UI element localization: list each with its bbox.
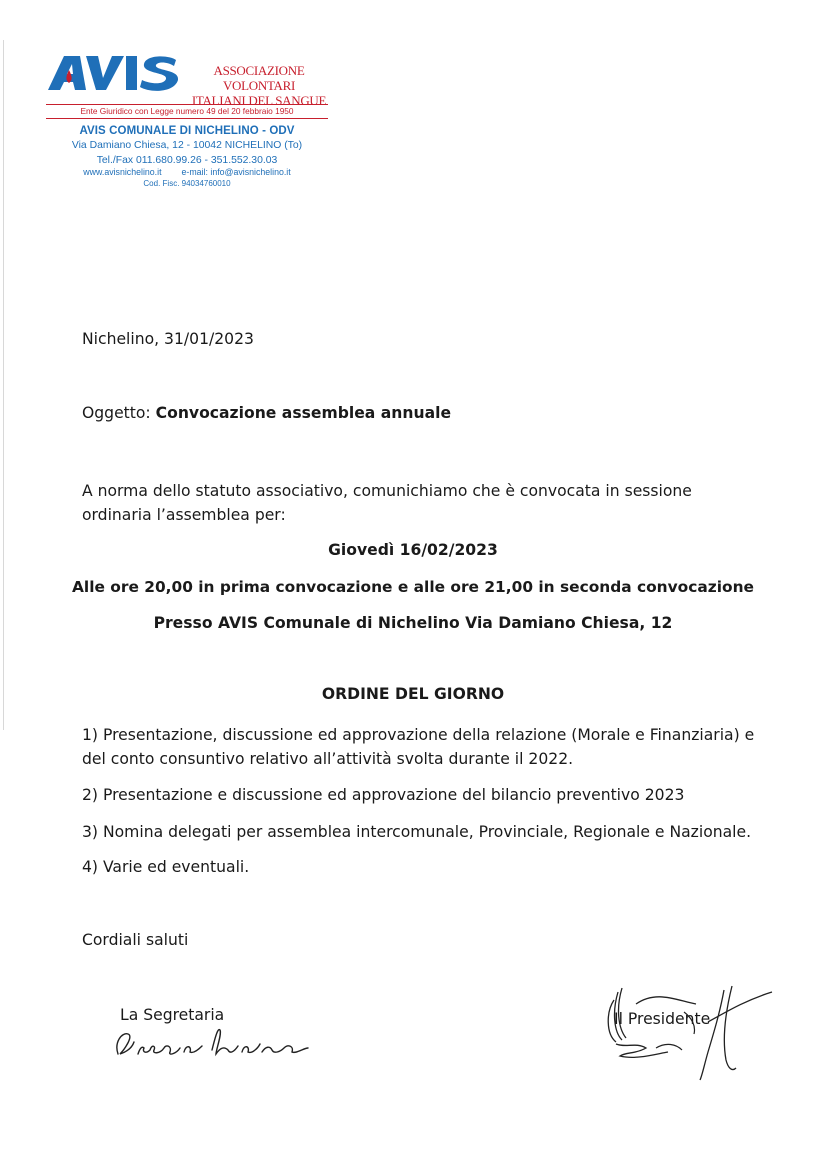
agenda-item: 4) Varie ed eventuali. <box>82 858 250 876</box>
secretary-label: La Segretaria <box>120 1006 225 1024</box>
agenda-item: 3) Nomina delegati per assemblea intercomunale, Provinciale, Regionale e Nazionale. <box>82 823 752 841</box>
secretary-signature <box>112 1024 322 1064</box>
org-name: AVIS COMUNALE DI NICHELINO - ODV <box>79 125 295 137</box>
phone: Tel./Fax 011.680.99.26 - 351.552.30.03 <box>96 155 278 166</box>
letterhead <box>46 52 328 189</box>
agenda-title: ORDINE DEL GIORNO <box>321 685 505 703</box>
website-link[interactable]: www.avisnichelino.it <box>83 167 162 177</box>
closing: Cordiali saluti <box>82 931 189 949</box>
meeting-date: Giovedì 16/02/2023 <box>328 541 498 559</box>
legal-note: Ente Giuridico con Legge numero 49 del 20 febbraio 1950 <box>46 104 328 119</box>
association-line-1: ASSOCIAZIONE VOLONTARI <box>213 63 305 93</box>
agenda-item: 1) Presentazione, discussione ed approvazione della relazione (Morale e Finanziaria) e del conto consuntivo relativo all’attività svolta durante il 2022. <box>82 726 755 768</box>
tax-code: Cod. Fisc. 94034760010 <box>143 179 231 188</box>
meeting-place: Presso AVIS Comunale di Nichelino Via Damiano Chiesa, 12 <box>153 614 673 632</box>
subject-label: Oggetto: <box>82 404 156 422</box>
president-label: Il Presidente <box>614 1010 711 1028</box>
subject-line <box>82 404 451 422</box>
agenda-item: 2) Presentazione e discussione ed approvazione del bilancio preventivo 2023 <box>82 786 685 804</box>
intro-paragraph: A norma dello statuto associativo, comunichiamo che è convocata in sessione ordinaria l’assemblea per: <box>82 482 692 524</box>
email-link[interactable]: e-mail: info@avisnichelino.it <box>181 167 291 177</box>
association-line-2: ITALIANI DEL SANGUE <box>191 93 327 108</box>
meeting-times: Alle ore 20,00 in prima convocazione e alle ore 21,00 in seconda convocazione <box>72 578 754 596</box>
place-date: Nichelino, 31/01/2023 <box>82 330 254 348</box>
avis-logo <box>46 52 182 94</box>
address: Via Damiano Chiesa, 12 - 10042 NICHELINO (To) <box>71 140 303 151</box>
association-name <box>184 63 334 108</box>
contacts <box>46 167 328 178</box>
logo-row <box>46 52 328 108</box>
president-signature <box>596 982 776 1082</box>
subject: Convocazione assemblea annuale <box>155 404 452 422</box>
